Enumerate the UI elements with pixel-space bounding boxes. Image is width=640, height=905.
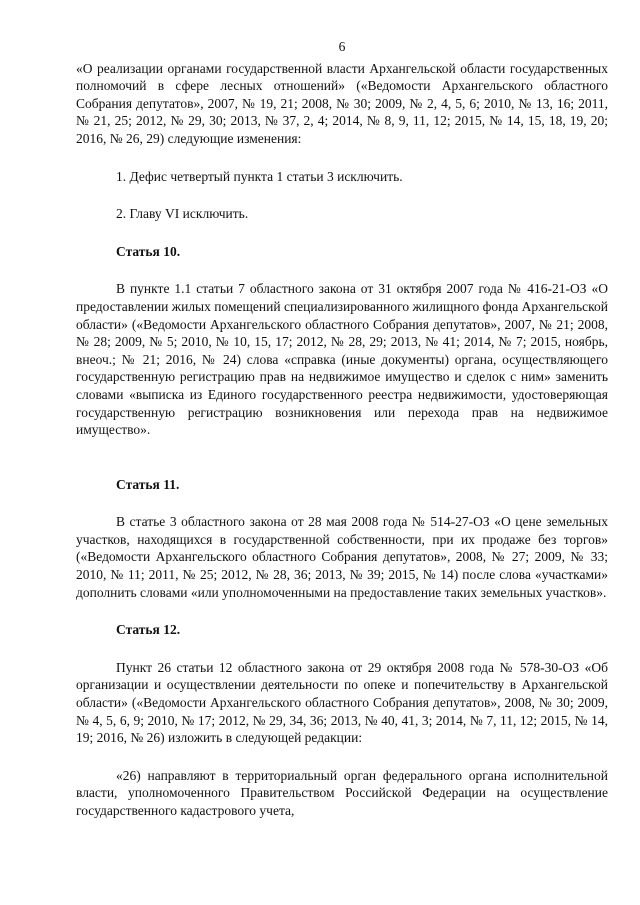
article-10-heading: Статья 10. <box>116 243 181 259</box>
article-12-quoted-item-26: «26) направляют в территориальный орган федерального органа исполнительной власти, уполномоченного Правительством Российской Федерации на осуществление государственного кадастрового учета, <box>76 767 608 818</box>
article-11-heading: Статья 11. <box>116 476 180 492</box>
article-12-heading: Статья 12. <box>116 622 181 638</box>
article-12-body: Пункт 26 статьи 12 областного закона от 29 октября 2008 года № 578-30-ОЗ «Об организации и осуществлении деятельности по опеке и попечительству в Архангельской области» («Ведомости Архангельского областного Собрания депутатов», 2008, № 30; 2009, № 4, 5, 6, 9; 2010, № 17; 2012, № 29, 34, 36; 2013, № 40, 41, 3; 2014, № 7, 11, 12; 2015, № 14, 19; 2016, № 26) изложить в следующей редакции: <box>76 659 608 746</box>
article-10-body: В пункте 1.1 статьи 7 областного закона от 31 октября 2007 года № 416-21-ОЗ «О предоставлении жилых помещений специализированного жилищного фонда Архангельской области» («Ведомости Архангельского областного Собрания депутатов», 2007, № 21; 2008, № 28; 2009, № 5; 2010, № 10, 15, 17; 2012, № 28, 29; 2013, № 41; 2014, № 7; 2015, ноябрь, внеоч.; № 21; 2016, № 24) слова «справка (иные документы) органа, осуществляющего государственную регистрацию прав на недвижимое имущество и сделок с ним» заменить словами «выписка из Единого государственного реестра недвижимости, удостоверяющая государственную регистрацию возникновения или перехода прав на недвижимое имущество». <box>76 281 608 438</box>
page-number: 6 <box>338 39 346 54</box>
article-11-body: В статье 3 областного закона от 28 мая 2008 года № 514-27-ОЗ «О цене земельных участков, находящихся в государственной собственности, при их продаже без торгов» («Ведомости Архангельского областного Собрания депутатов», 2008, № 27; 2009, № 33; 2010, № 11; 2011, № 25; 2012, № 28, 36; 2013, № 39; 2015, № 14) после слова «участками» дополнить словами «или уполномоченными на предоставление таких земельных участков». <box>76 514 608 600</box>
paragraph-intro-continuation: «О реализации органами государственной власти Архангельской области государственных полномочий в сфере лесных отношений» («Ведомости Архангельского областного Собрания депутатов», 2007, № 19, 21; 2008, № 30; 2009, № 2, 4, 5, 6; 2010, № 13, 16; 2011, № 21, 25; 2012, № 29, 30; 2013, № 37, 2, 4; 2014, № 8, 9, 11, 12; 2015, № 14, 15, 18, 19, 20; 2016, № 26, 29) следующие изменения: <box>76 60 608 146</box>
list-item-2: 2. Главу VI исключить. <box>116 206 249 222</box>
list-item-1: 1. Дефис четвертый пункта 1 статьи 3 исключить. <box>116 168 403 184</box>
document-page <box>76 38 608 820</box>
